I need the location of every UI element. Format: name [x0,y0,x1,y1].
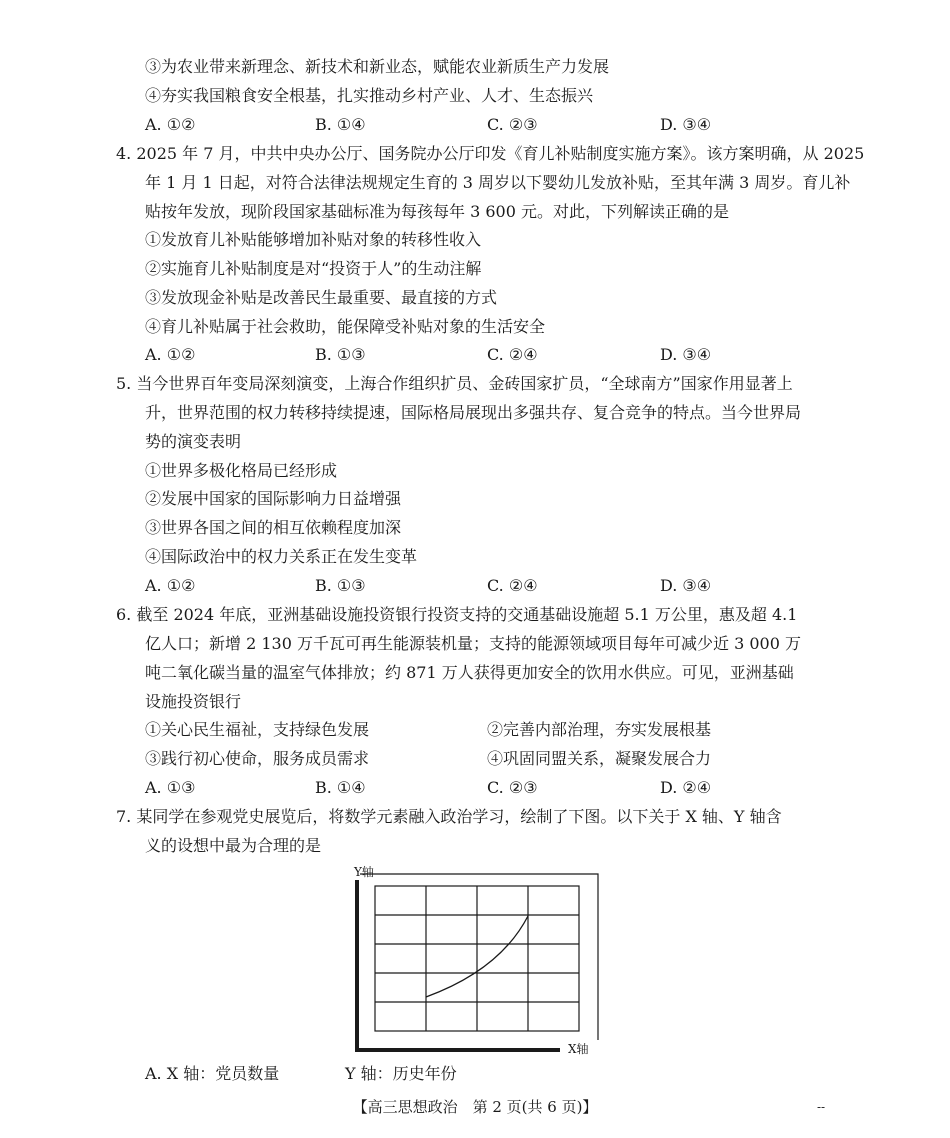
figure-frame [355,874,598,1050]
q5-option-b: B. ①③ [315,576,366,595]
q4-option-d: D. ③④ [660,345,712,364]
q4-item-2: ②实施育儿补贴制度是对“投资于人”的生动注解 [145,259,482,278]
q5-option-c: C. ②④ [487,576,538,595]
q4-item-4: ④育儿补贴属于社会救助，能保障受补贴对象的生活安全 [145,317,546,336]
q6-item-4: ④巩固同盟关系，凝聚发展合力 [487,749,712,768]
q4-option-a: A. ①② [145,345,196,364]
q6-option-a: A. ①③ [145,778,196,797]
q6-item-2: ②完善内部治理，夯实发展根基 [487,720,712,739]
q4-item-1: ①发放育儿补贴能够增加补贴对象的转移性收入 [145,230,482,249]
q4-stem-line-2: 年 1 月 1 日起，对符合法律法规规定生育的 3 周岁以下婴幼儿发放补贴，至其年满 3 周岁。育儿补 [145,173,851,192]
prev-option-b: B. ①④ [315,115,366,134]
q7-option-a-y: Y 轴：历史年份 [345,1064,457,1083]
q6-stem-line-1: 6. 截至 2024 年底，亚洲基础设施投资银行投资支持的交通基础设施超 5.1 万公里，惠及超 4.1 [116,605,798,624]
prev-item-4: ④夯实我国粮食安全根基，扎实推动乡村产业、人才、生态振兴 [145,86,594,105]
xy-figure [340,860,610,1060]
q7-option-a: A. X 轴：党员数量 [145,1064,280,1083]
q4-option-c: C. ②④ [487,345,538,364]
q5-item-3: ③世界各国之间的相互依赖程度加深 [145,518,402,537]
q5-option-a: A. ①② [145,576,196,595]
q6-option-d: D. ②④ [660,778,712,797]
x-axis-label: X轴 [568,1042,589,1056]
footer-mark: -- [817,1100,826,1114]
prev-item-3: ③为农业带来新理念、新技术和新业态，赋能农业新质生产力发展 [145,57,610,76]
q5-item-1: ①世界多极化格局已经形成 [145,461,338,480]
prev-option-d: D. ③④ [660,115,712,134]
q6-option-c: C. ②③ [487,778,538,797]
q5-stem-line-2: 升，世界范围的权力转移持续提速，国际格局展现出多强共存、复合竞争的特点。当今世界局 [145,403,802,422]
q4-stem-line-1: 4. 2025 年 7 月，中共中央办公厅、国务院办公厅印发《育儿补贴制度实施方案》。该方案明确，从 2025 [116,144,865,163]
page-footer: 【高三思想政治 第 2 页(共 6 页)】 [352,1098,598,1116]
q5-item-2: ②发展中国家的国际影响力日益增强 [145,489,402,508]
q7-stem-line-2: 义的设想中最为合理的是 [145,836,322,855]
q6-stem-line-4: 设施投资银行 [145,692,242,711]
q4-item-3: ③发放现金补贴是改善民生最重要、最直接的方式 [145,288,498,307]
q6-stem-line-2: 亿人口；新增 2 130 万千瓦可再生能源装机量；支持的能源领域项目每年可减少近 3 000 万 [145,634,801,653]
y-axis-label: Y轴 [354,865,374,879]
q6-stem-line-3: 吨二氧化碳当量的温室气体排放；约 871 万人获得更加安全的饮用水供应。可见，亚洲基础 [145,663,794,682]
q5-stem-line-1: 5. 当今世界百年变局深刻演变，上海合作组织扩员、金砖国家扩员，“全球南方”国家作用显著上 [116,374,793,393]
prev-option-a: A. ①② [145,115,196,134]
q5-stem-line-3: 势的演变表明 [145,432,242,451]
q4-stem-line-3: 贴按年发放，现阶段国家基础标准为每孩每年 3 600 元。对此，下列解读正确的是 [145,202,729,221]
q6-item-3: ③践行初心使命，服务成员需求 [145,749,370,768]
q6-item-1: ①关心民生福祉，支持绿色发展 [145,720,370,739]
q4-option-b: B. ①③ [315,345,366,364]
q6-option-b: B. ①④ [315,778,366,797]
q5-option-d: D. ③④ [660,576,712,595]
q7-stem-line-1: 7. 某同学在参观党史展览后，将数学元素融入政治学习，绘制了下图。以下关于 X 轴、Y 轴含 [116,807,782,826]
prev-option-c: C. ②③ [487,115,538,134]
q5-item-4: ④国际政治中的权力关系正在发生变革 [145,547,418,566]
